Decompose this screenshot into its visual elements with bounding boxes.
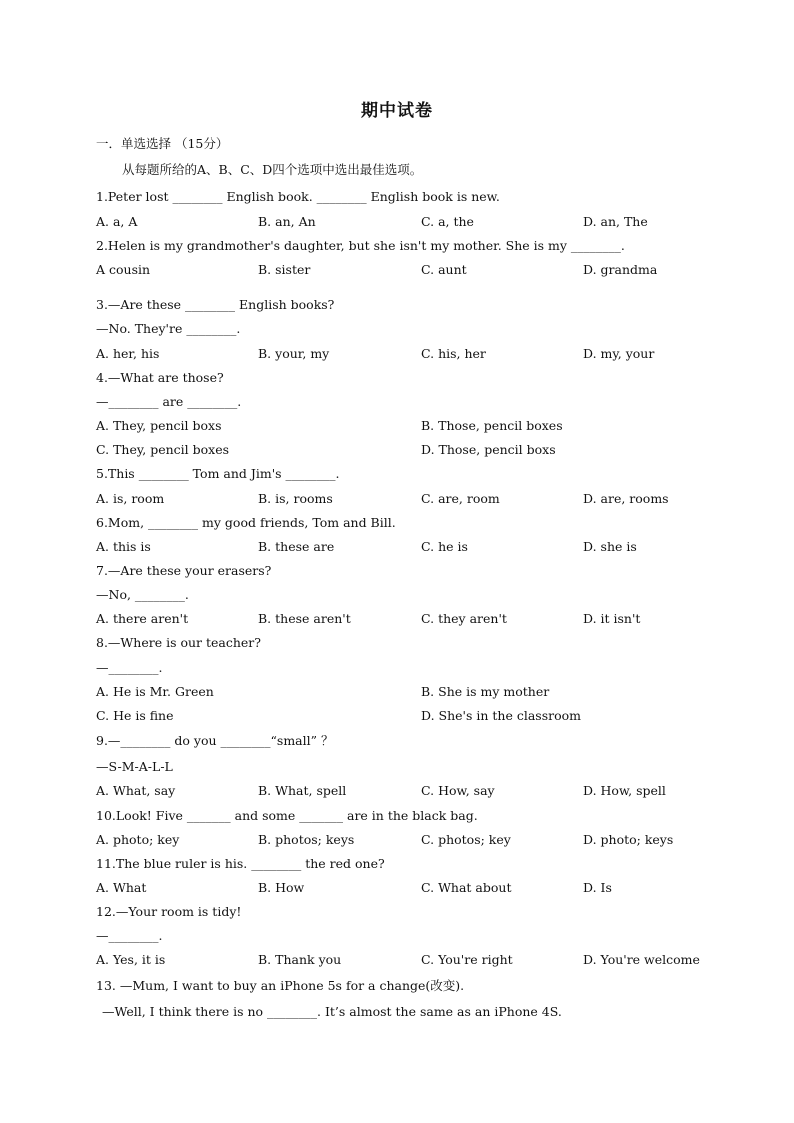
option-c: C. How, say [421,783,495,798]
option-a: A. What, say [96,783,176,798]
option-d: D. an, The [583,214,648,229]
question-text: 8.—Where is our teacher? [96,635,261,650]
option-a: A. They, pencil boxs [96,418,222,433]
question-text: —No. They're ________. [96,321,241,336]
option-a: A. there aren't [96,611,189,626]
question-text: 11.The blue ruler is his. ________ the red one? [96,856,385,871]
question-text: —Well, I think there is no ________. It’s almost the same as an iPhone 4S. [102,1004,562,1019]
option-c: C. are, room [421,491,500,506]
option-d: D. She's in the classroom [421,708,581,723]
option-c: C. a, the [421,214,474,229]
option-a: A. photo; key [96,832,180,847]
question-text: 13. —Mum, I want to buy an iPhone 5s for a change(改变). [96,978,465,993]
option-b: B. She is my mother [421,684,550,699]
option-b: B. is, rooms [258,491,333,506]
option-a: A. is, room [96,491,165,506]
option-d: D. You're welcome [583,952,700,967]
option-d: D. photo; keys [583,832,674,847]
option-b: B. Thank you [258,952,342,967]
option-c: C. photos; key [421,832,511,847]
option-c: C. You're right [421,952,513,967]
option-a: A. What [96,880,147,895]
option-b: B. these aren't [258,611,351,626]
question-text: 3.—Are these ________ English books? [96,297,335,312]
option-d: D. she is [583,539,637,554]
question-text: 1.Peter lost ________ English book. ________ English book is new. [96,189,500,204]
question-text: 2.Helen is my grandmother's daughter, but she isn't my mother. She is my ________. [96,238,625,253]
option-b: B. these are [258,539,335,554]
option-b: B. photos; keys [258,832,355,847]
option-b: B. Those, pencil boxes [421,418,563,433]
question-text: —________. [96,660,163,675]
option-a: A cousin [96,262,151,277]
option-a: A. this is [96,539,151,554]
option-c: C. his, her [421,346,486,361]
option-a: A. He is Mr. Green [96,684,214,699]
option-b: B. What, spell [258,783,347,798]
option-c: C. aunt [421,262,467,277]
option-d: D. Is [583,880,612,895]
option-c: C. What about [421,880,512,895]
option-b: B. your, my [258,346,330,361]
question-text: —________. [96,928,163,943]
question-text: —________ are ________. [96,394,242,409]
option-d: D. it isn't [583,611,641,626]
option-a: A. her, his [96,346,160,361]
option-d: D. are, rooms [583,491,669,506]
option-d: D. my, your [583,346,655,361]
option-c: C. He is fine [96,708,174,723]
question-text: 9.—________ do you ________“small” ？ [96,733,334,748]
question-text: 4.—What are those? [96,370,224,385]
section-instruction: 从每题所给的A、B、C、D四个选项中选出最佳选项。 [122,162,423,177]
option-a: A. a, A [96,214,138,229]
question-text: 5.This ________ Tom and Jim's ________. [96,466,340,481]
question-text: 10.Look! Five _______ and some _______ are in the black bag. [96,808,478,823]
option-c: C. they aren't [421,611,507,626]
page-title: 期中试卷 [361,101,433,121]
question-text: 12.—Your room is tidy! [96,904,242,919]
option-c: C. They, pencil boxes [96,442,230,457]
option-d: D. grandma [583,262,658,277]
option-d: D. How, spell [583,783,666,798]
question-text: 7.—Are these your erasers? [96,563,272,578]
question-text: —No, ________. [96,587,189,602]
option-b: B. How [258,880,305,895]
option-a: A. Yes, it is [96,952,166,967]
option-d: D. Those, pencil boxs [421,442,556,457]
question-text: 6.Mom, ________ my good friends, Tom and Bill. [96,515,396,530]
option-b: B. an, An [258,214,316,229]
option-b: B. sister [258,262,311,277]
question-text: —S-M-A-L-L [96,759,173,774]
option-c: C. he is [421,539,468,554]
section-heading: 一．单选选择 （15分） [96,136,229,151]
